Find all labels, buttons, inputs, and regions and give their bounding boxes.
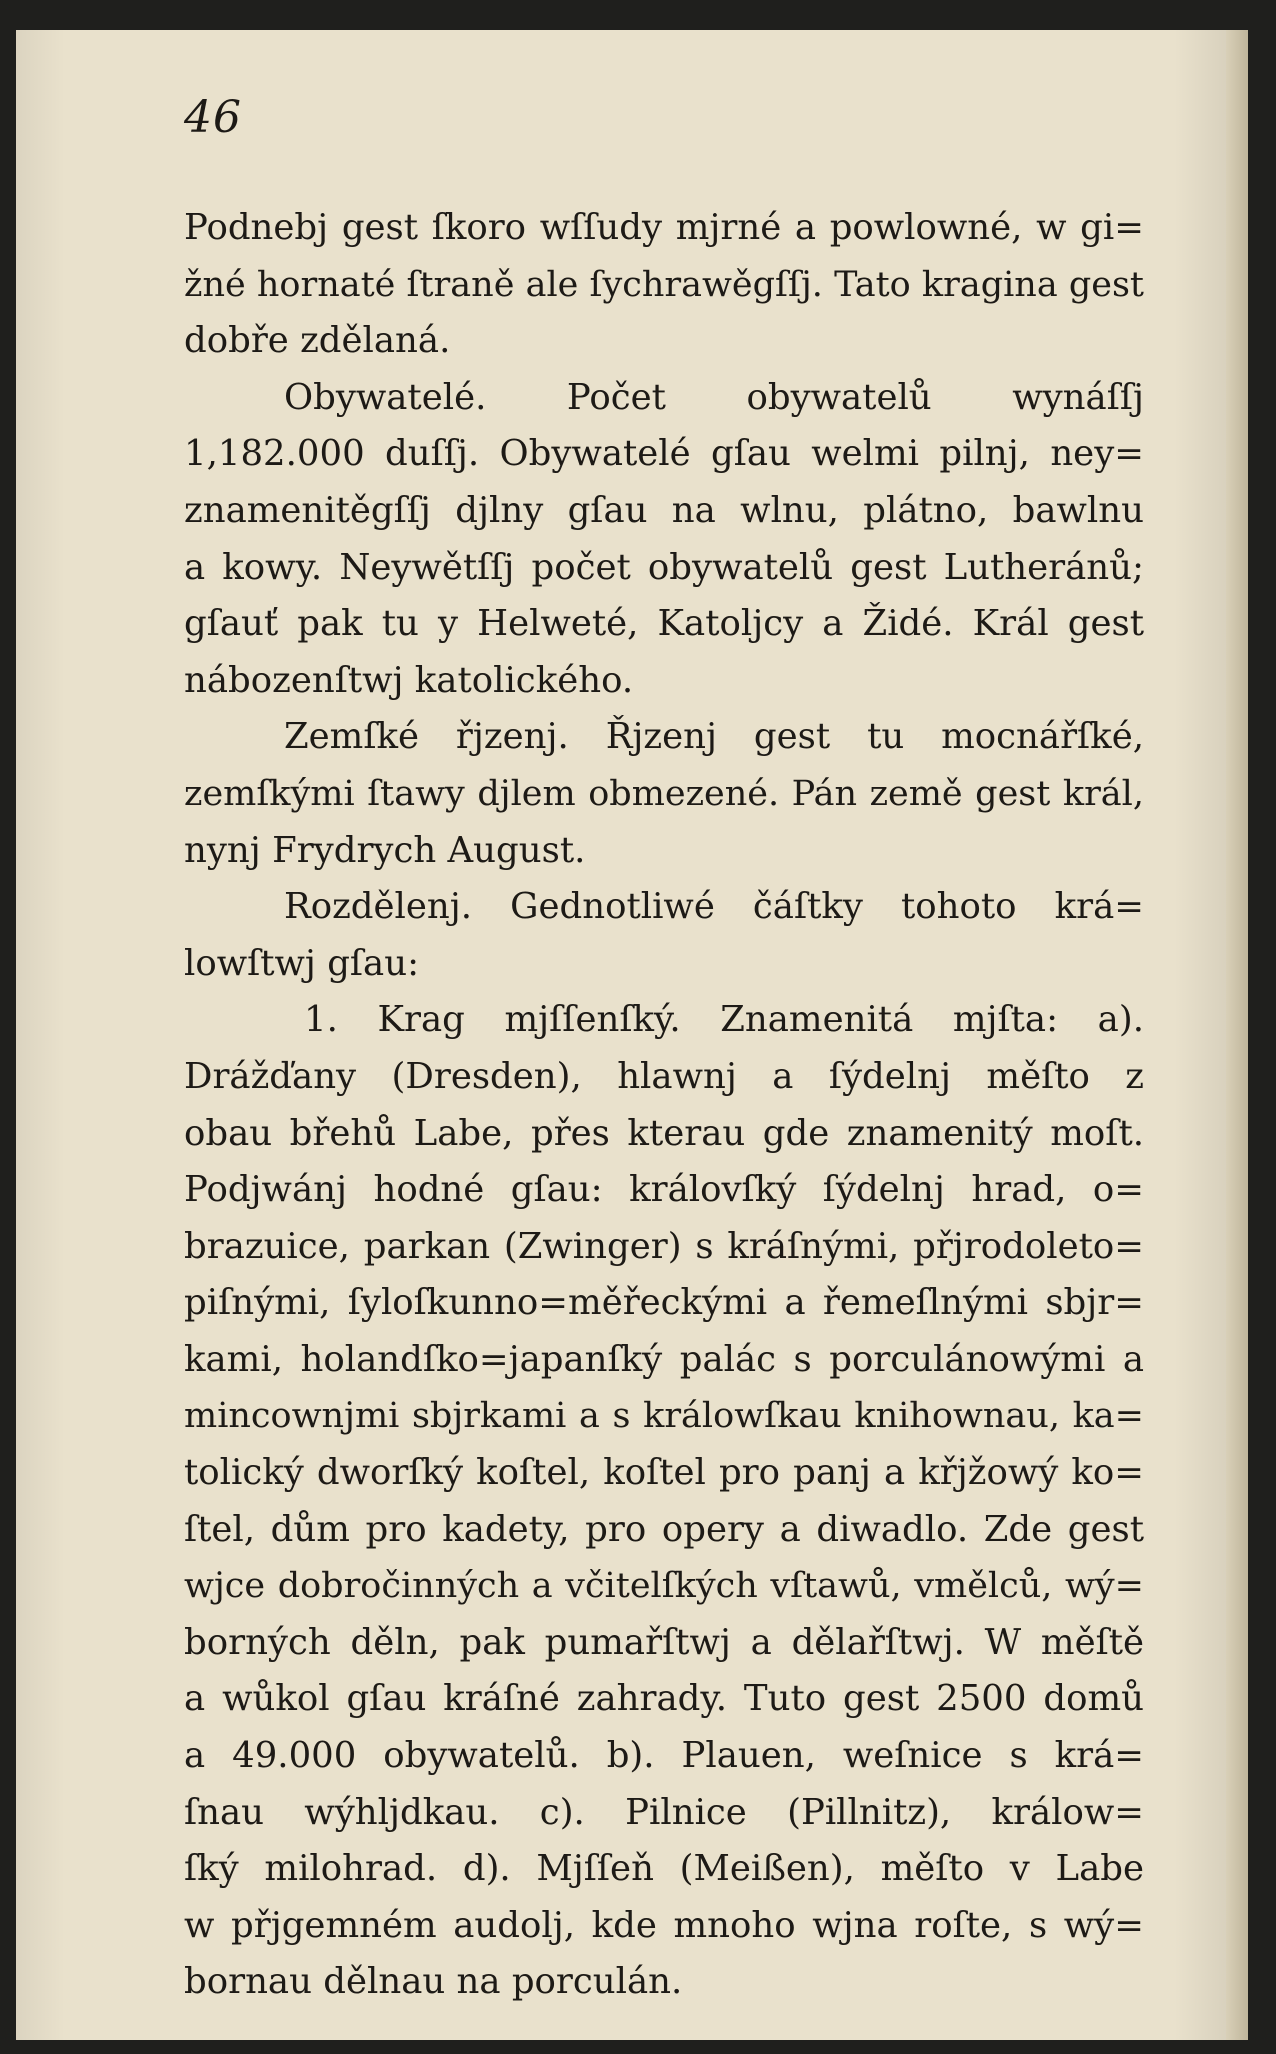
text-line: piſnými, ſyloſkunno=měřeckými a řemeſlnými sbjr= bbox=[184, 1282, 1144, 1324]
text-line: Podnebj gest ſkoro wſſudy mjrné a powlowné, w gi= bbox=[184, 207, 1144, 248]
list-item-krag: 1. Krag mjſſenſký. Znamenitá mjſta: a). bbox=[304, 999, 1144, 1041]
text-line: tolický dworſký koſtel, koſtel pro panj a křjžowý ko= bbox=[184, 1452, 1144, 1494]
text-line: dobře zdělaná. bbox=[184, 320, 451, 362]
text-line: žné hornaté ſtraně ale ſychrawěgſſj. Tato kragina gest bbox=[184, 264, 1144, 305]
text-line: kami, holandſko=japanſký palác s porculánowými a bbox=[184, 1338, 1144, 1380]
text-line: gſauť pak tu y Helweté, Katoljcy a Židé. Král gest bbox=[184, 603, 1144, 645]
text-line: zemſkými ſtawy djlem obmezené. Pán země gest král, bbox=[184, 773, 1144, 814]
page-number: 46 bbox=[184, 92, 242, 143]
text-line: ſký milohrad. d). Mjſſeň (Meißen), měſto v Labe bbox=[184, 1848, 1144, 1890]
text-line: nábozenſtwj katolického. bbox=[184, 659, 634, 701]
text-line: a 49.000 obywatelů. b). Plauen, weſnice s krá= bbox=[184, 1735, 1144, 1777]
text-line: mincownjmi sbjrkami a s králowſkau knihownau, ka= bbox=[184, 1396, 1144, 1437]
text-line: Drážďany (Dresden), hlawnj a ſýdelnj měſto z bbox=[184, 1055, 1144, 1097]
page-spine-shadow bbox=[1226, 30, 1248, 2040]
text-line: a kowy. Neywětſſj počet obywatelů gest Lutheránů; bbox=[184, 546, 1144, 588]
section-heading-obywatele: Obywatelé. Počet obywatelů wynáſſj bbox=[284, 376, 1144, 418]
text-line: brazuice, parkan (Zwinger) s kráſnými, přjrodoleto= bbox=[184, 1225, 1144, 1267]
text-line: wjce dobročinných a včitelſkých vſtawů, vmělců, wý= bbox=[184, 1566, 1144, 1607]
section-heading-rizeni: Zemſké řjzenj. Řjzenj gest tu mocnářſké, bbox=[284, 716, 1144, 758]
text-line: borných děln, pak pumařſtwj a dělařſtwj. W měſtě bbox=[184, 1621, 1144, 1663]
text-line: znamenitěgſſj djlny gſau na wlnu, plátno, bawlnu bbox=[184, 489, 1144, 531]
text-line: w přjgemném audolj, kde mnoho wjna roſte, s wý= bbox=[184, 1904, 1144, 1946]
text-line: nynj Frydrych August. bbox=[184, 829, 586, 871]
text-line: ſtel, dům pro kadety, pro opery a diwadlo. Zde gest bbox=[184, 1508, 1144, 1550]
text-line: Podjwánj hodné gſau: královſký ſýdelnj hrad, o= bbox=[184, 1169, 1144, 1211]
body-text bbox=[184, 200, 1144, 2011]
text-line: obau břehů Labe, přes kterau gde znamenitý moſt. bbox=[184, 1112, 1144, 1154]
text-line: lowſtwj gſau: bbox=[184, 942, 420, 984]
text-line: a wůkol gſau kráſné zahrady. Tuto gest 2500 domů bbox=[184, 1678, 1144, 1720]
text-line: ſnau wýhljdkau. c). Pilnice (Pillnitz), králow= bbox=[184, 1791, 1144, 1833]
section-heading-rozdeleni: Rozdělenj. Gednotliwé čáſtky tohoto krá= bbox=[284, 886, 1144, 928]
text-line: bornau dělnau na porculán. bbox=[184, 1961, 683, 2003]
book-page bbox=[16, 30, 1248, 2040]
text-line: 1,182.000 duſſj. Obywatelé gſau welmi pilnj, ney= bbox=[184, 433, 1144, 475]
